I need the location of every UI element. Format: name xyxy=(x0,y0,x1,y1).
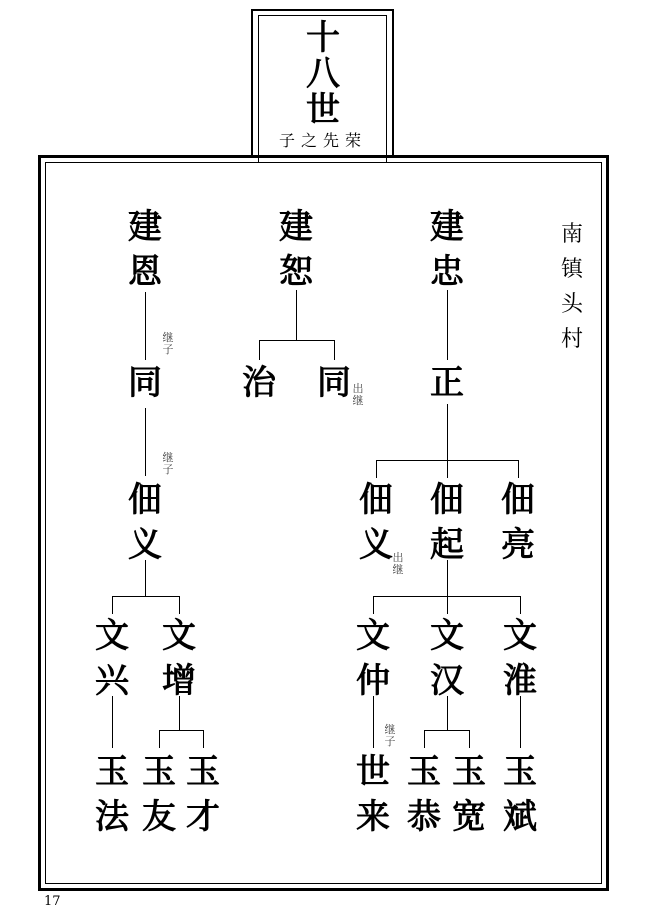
generation-char: 世 xyxy=(306,90,340,130)
tree-line xyxy=(145,292,146,360)
tree-line xyxy=(259,340,260,360)
tree-line xyxy=(203,730,204,748)
tree-line xyxy=(334,340,335,360)
tree-line xyxy=(424,730,425,748)
tree-line xyxy=(179,596,180,614)
adoption-note: 继 子 xyxy=(384,723,396,748)
tree-line xyxy=(159,730,160,748)
tree-line xyxy=(447,596,448,614)
person-name: 世 来 xyxy=(356,752,390,837)
person-name: 玉 才 xyxy=(186,752,220,837)
person-name: 玉 宽 xyxy=(452,752,486,837)
tree-line xyxy=(112,596,113,614)
person-name: 同 xyxy=(128,363,162,403)
person-name: 佃 起 xyxy=(430,480,464,565)
person-name: 建 恩 xyxy=(128,207,162,292)
person-name: 佃 义 xyxy=(128,480,162,565)
tree-line xyxy=(469,730,470,748)
tree-line xyxy=(159,730,203,731)
person-name: 文 仲 xyxy=(356,616,390,701)
person-name: 治 xyxy=(242,363,276,403)
person-name: 文 增 xyxy=(162,616,196,701)
person-name: 文 淮 xyxy=(503,616,537,701)
tree-line xyxy=(376,460,377,478)
generation-char: 八 xyxy=(306,54,340,94)
adoption-note: 出 继 xyxy=(352,382,364,407)
person-name: 建 恕 xyxy=(279,207,313,292)
tree-line xyxy=(520,596,521,614)
person-name: 玉 斌 xyxy=(503,752,537,837)
tree-line xyxy=(424,730,469,731)
tree-line xyxy=(447,404,448,460)
tree-line xyxy=(259,340,334,341)
tree-line xyxy=(112,596,179,597)
generation-char: 十 xyxy=(306,18,340,58)
person-name: 文 汉 xyxy=(430,616,464,701)
tree-line xyxy=(518,460,519,478)
person-name: 玉 友 xyxy=(142,752,176,837)
person-name: 佃 亮 xyxy=(501,480,535,565)
village-char: 村 xyxy=(560,327,583,352)
tree-line xyxy=(447,290,448,360)
adoption-note: 继 子 xyxy=(162,451,174,476)
page-number: 17 xyxy=(44,894,61,909)
tree-line xyxy=(145,408,146,476)
person-name: 同 xyxy=(317,363,351,403)
adoption-note: 出 继 xyxy=(392,551,404,576)
tree-line xyxy=(447,460,448,478)
person-name: 玉 法 xyxy=(95,752,129,837)
village-char: 头 xyxy=(560,292,583,317)
village-char: 镇 xyxy=(560,257,583,282)
person-name: 文 兴 xyxy=(95,616,129,701)
generation-subtitle: 子之先荣 xyxy=(278,131,367,150)
village-char: 南 xyxy=(560,222,583,247)
tree-line xyxy=(296,290,297,340)
adoption-note: 继 子 xyxy=(162,331,174,356)
tree-line xyxy=(373,596,374,614)
person-name: 建 忠 xyxy=(430,207,464,292)
person-name: 佃 义 xyxy=(359,480,393,565)
person-name: 正 xyxy=(430,363,464,403)
person-name: 玉 恭 xyxy=(407,752,441,837)
